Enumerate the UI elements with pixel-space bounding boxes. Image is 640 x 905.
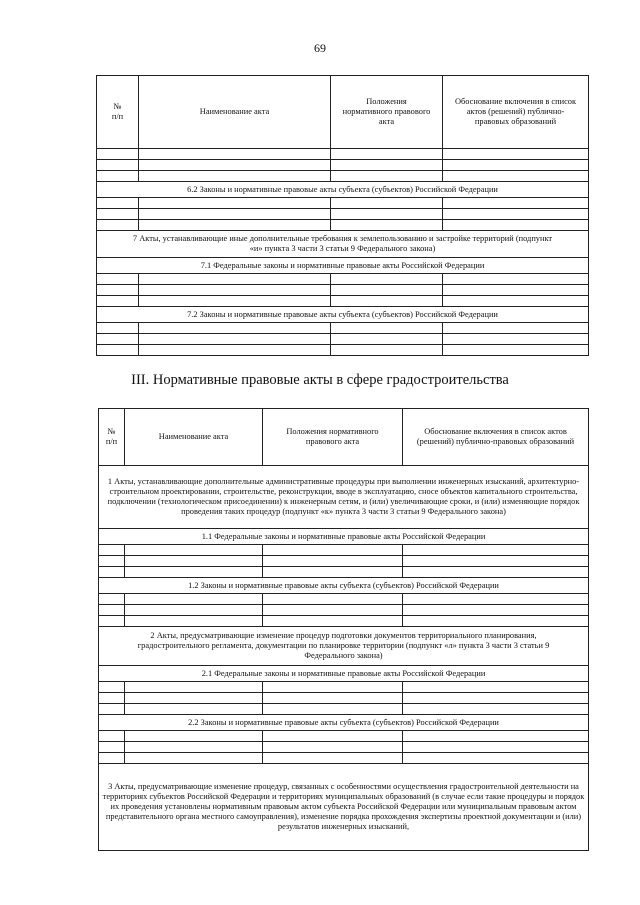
table-row — [97, 334, 589, 345]
subsection-title: 2.1 Федеральные законы и нормативные правовые акты Российской Федерации — [99, 666, 589, 682]
table-row — [97, 209, 589, 220]
subsection-row — [97, 307, 589, 323]
header-reason: Обоснование включения в список актов (решений) публично-правовых образований — [443, 76, 589, 149]
table-row — [99, 693, 589, 704]
section-text: 2 Акты, предусматривающие изменение процедур подготовки документов территориального планирования, градостроительного регламента, документации по планировке территории (подпункт «л» пункта 3 части 3 статьи 9 Федерального закона) — [99, 627, 589, 666]
table-row — [99, 682, 589, 693]
table-row — [97, 160, 589, 171]
table-row — [99, 742, 589, 753]
urban-planning-acts-table — [98, 408, 589, 851]
subsection-row — [97, 182, 589, 198]
table-header-row — [97, 76, 589, 149]
header-name: Наименование акта — [125, 409, 263, 466]
subsection-title: 1.1 Федеральные законы и нормативные правовые акты Российской Федерации — [99, 529, 589, 545]
table-row — [97, 220, 589, 231]
table-header-row — [99, 409, 589, 466]
subsection-row — [99, 529, 589, 545]
table-row — [97, 171, 589, 182]
table-row — [97, 198, 589, 209]
section-row — [99, 627, 589, 666]
subsection-title: 6.2 Законы и нормативные правовые акты субъекта (субъектов) Российской Федерации — [97, 182, 589, 198]
subsection-title: 7.1 Федеральные законы и нормативные правовые акты Российской Федерации — [97, 258, 589, 274]
subsection-title: 1.2 Законы и нормативные правовые акты субъекта (субъектов) Российской Федерации — [99, 578, 589, 594]
table-row — [99, 594, 589, 605]
header-provisions: Положения нормативного правового акта — [263, 409, 403, 466]
subsection-title: 7.2 Законы и нормативные правовые акты субъекта (субъектов) Российской Федерации — [97, 307, 589, 323]
table-row — [97, 345, 589, 356]
table-row — [97, 285, 589, 296]
table-row — [99, 545, 589, 556]
header-reason: Обоснование включения в список актов (решений) публично-правовых образований — [403, 409, 589, 466]
section-heading: III. Нормативные правовые акты в сфере градостроительства — [131, 372, 509, 388]
subsection-title: 2.2 Законы и нормативные правовые акты субъекта (субъектов) Российской Федерации — [99, 715, 589, 731]
table-row — [99, 616, 589, 627]
section-text: 1 Акты, устанавливающие дополнительные административные процедуры при выполнении инженерных изысканий, архитектурно-строительном проектировании, строительстве, реконструкции, вводе в эксплуатацию, сносе объектов капитального строительства, подключении (технологическом присоединении) к инженерным сетям, и (или) увеличивающие сроки, и (или) изменяющие порядок проведения таких процедур (подпункт «к» пункта 3 части 3 статьи 9 Федерального закона) — [99, 466, 589, 529]
table-row — [99, 704, 589, 715]
table-row — [99, 731, 589, 742]
section-row — [99, 764, 589, 851]
table-row — [99, 567, 589, 578]
header-num: № п/п — [99, 409, 125, 466]
table-row — [99, 753, 589, 764]
section-row — [97, 231, 589, 258]
header-num: № п/п — [97, 76, 139, 149]
subsection-row — [99, 666, 589, 682]
table-row — [97, 274, 589, 285]
table-row — [97, 296, 589, 307]
section-text: 7 Акты, устанавливающие иные дополнительные требования к землепользованию и застройке территорий (подпункт «и» пункта 3 части 3 статьи 9 Федерального закона) — [97, 231, 589, 258]
header-provisions: Положения нормативного правового акта — [331, 76, 443, 149]
table-row — [99, 556, 589, 567]
section-text: 3 Акты, предусматривающие изменение процедур, связанных с особенностями осуществления градостроительной деятельности на территориях субъектов Российской Федерации и территориях муниципальных образований (в случае если такие процедуры и порядок их проведения установлены нормативным правовым актом субъекта Российской Федерации или муниципальным правовым актом представительного органа местного самоуправления), изменение порядка прохождения экспертизы проектной документации и (или) результатов инженерных изысканий, — [99, 764, 589, 851]
subsection-row — [99, 578, 589, 594]
table-row — [97, 323, 589, 334]
acts-table-continued — [96, 75, 589, 356]
section-row — [99, 466, 589, 529]
header-name: Наименование акта — [139, 76, 331, 149]
table-row — [97, 149, 589, 160]
subsection-row — [97, 258, 589, 274]
subsection-row — [99, 715, 589, 731]
table-row — [99, 605, 589, 616]
page-number: 69 — [314, 41, 326, 55]
